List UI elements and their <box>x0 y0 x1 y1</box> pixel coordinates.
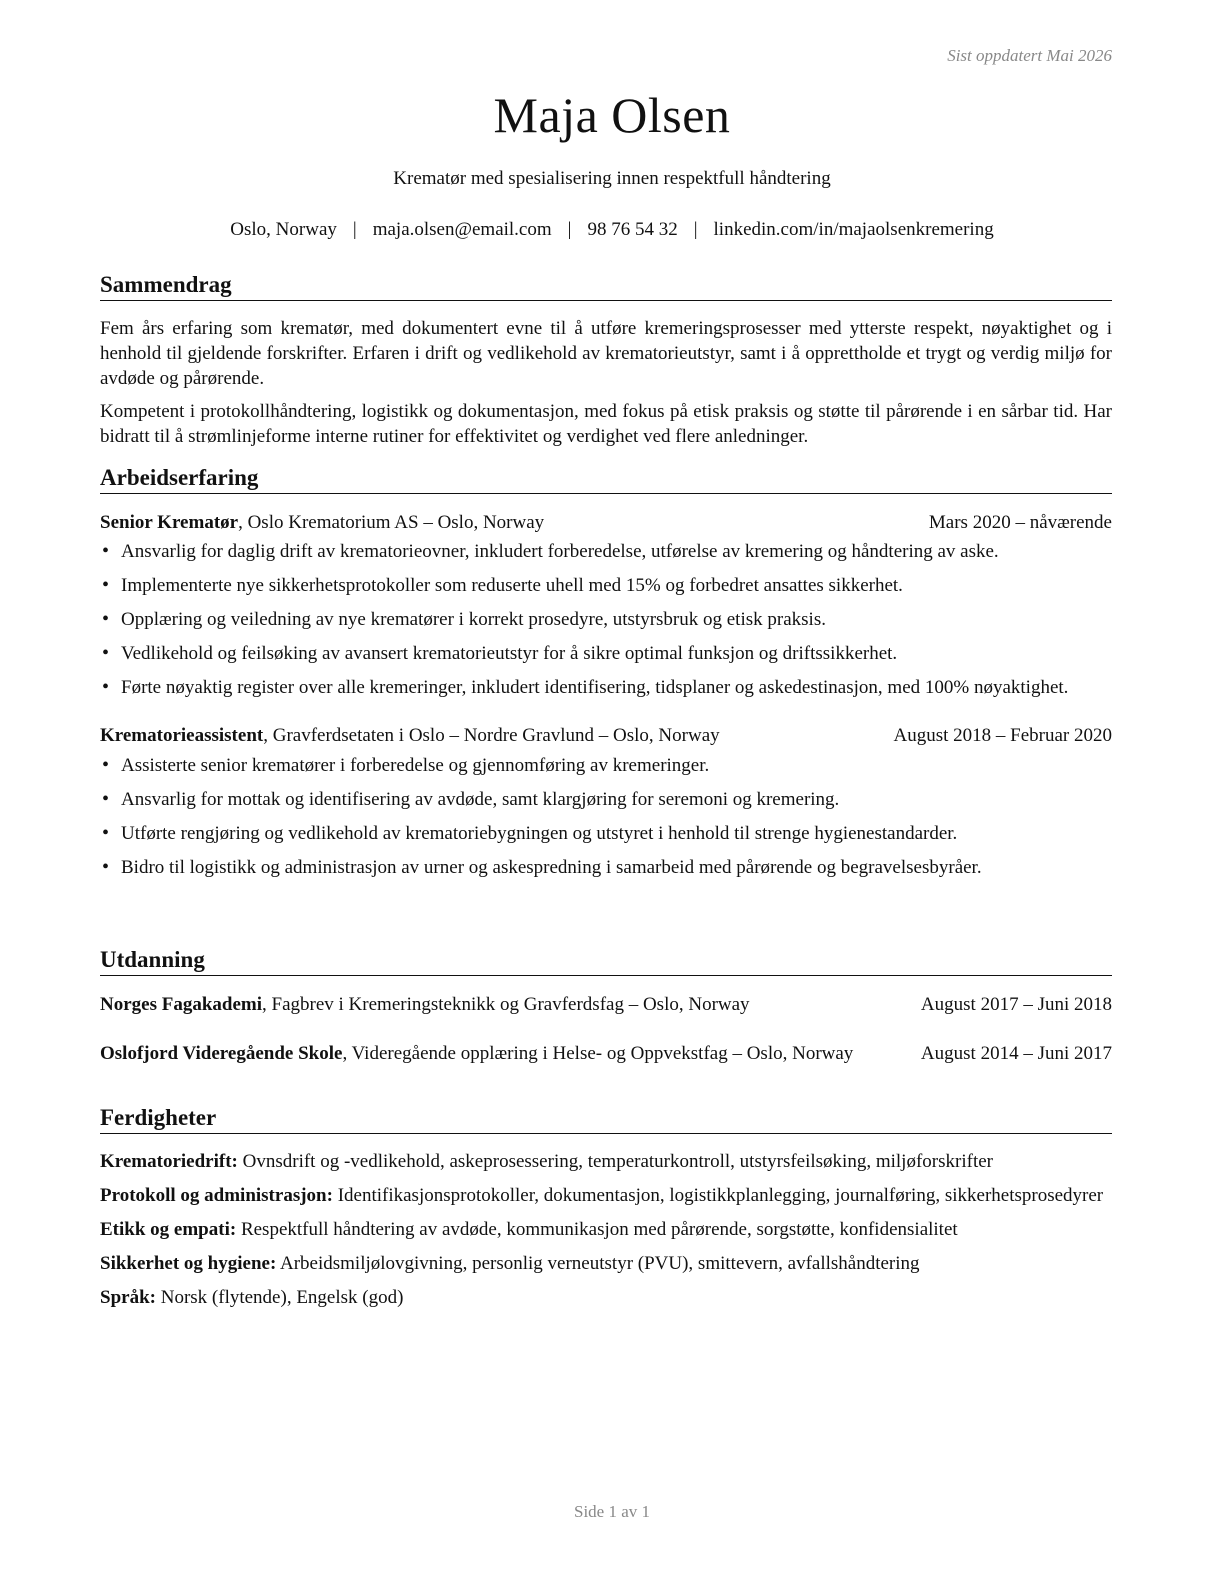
education-program: , Videregående opplæring i Helse- og Oppvekstfag – Oslo, Norway <box>342 1043 854 1064</box>
list-item: • Vedlikehold og feilsøking av avansert krematorieutstyr for å sikre optimal funksjon og driftssikkerhet. <box>100 641 1112 666</box>
contact-separator: | <box>352 219 357 240</box>
education-dates: August 2017 – Juni 2018 <box>920 994 1112 1015</box>
education-entry <box>100 992 1112 1017</box>
summary-section <box>100 271 1112 449</box>
job-employer: , Gravferdsetaten i Oslo – Nordre Gravlund – Oslo, Norway <box>263 725 720 746</box>
skill-line <box>100 1285 1112 1310</box>
contact-linkedin[interactable]: linkedin.com/in/majaolsenkremering <box>713 219 994 240</box>
skill-label: Språk: <box>100 1287 156 1308</box>
section-title-education: Utdanning <box>100 946 1112 976</box>
contact-email[interactable]: maja.olsen@email.com <box>372 219 552 240</box>
section-title-skills: Ferdigheter <box>100 1104 1112 1134</box>
job-entry <box>100 510 1112 700</box>
section-title-summary: Sammendrag <box>100 271 1112 301</box>
education-school: Norges Fagakademi <box>100 994 263 1015</box>
section-title-experience: Arbeidserfaring <box>100 464 1112 494</box>
education-dates: August 2014 – Juni 2017 <box>920 1043 1112 1064</box>
education-program: , Fagbrev i Kremeringsteknikk og Gravferdsfag – Oslo, Norway <box>262 994 750 1015</box>
job-bullets <box>100 539 1112 700</box>
list-item: • Førte nøyaktig register over alle kremeringer, inkludert identifisering, tidsplaner og askedestinasjon, med 100% nøyaktighet. <box>100 675 1112 700</box>
skill-label: Protokoll og administrasjon: <box>100 1185 333 1206</box>
skill-text: Respektfull håndtering av avdøde, kommunikasjon med pårørende, sorgstøtte, konfidensialitet <box>236 1219 958 1240</box>
contact-separator: | <box>693 219 698 240</box>
summary-paragraph: Fem års erfaring som krematør, med dokumentert evne til å utføre kremeringsprosesser med ytterste respekt, nøyaktighet og i henhold til gjeldende forskrifter. Erfaren i drift og vedlikehold av krematorieutstyr, samt i å opprettholde et trygt og verdig miljø for avdøde og pårørende. <box>100 318 1112 389</box>
job-header <box>100 723 1112 748</box>
list-item: • Opplæring og veiledning av nye krematører i korrekt prosedyre, utstyrsbruk og etisk praksis. <box>100 607 1112 632</box>
list-item: • Utførte rengjøring og vedlikehold av krematoriebygningen og utstyret i henhold til strenge hygienestandarder. <box>100 821 1112 846</box>
skill-line <box>100 1183 1112 1208</box>
skill-line <box>100 1149 1112 1174</box>
job-employer: , Oslo Krematorium AS – Oslo, Norway <box>238 512 545 533</box>
education-school: Oslofjord Videregående Skole <box>100 1043 343 1064</box>
skill-line <box>100 1251 1112 1276</box>
skills-section <box>100 1104 1112 1310</box>
job-entry <box>100 723 1112 880</box>
experience-section <box>100 464 1112 880</box>
skill-line <box>100 1217 1112 1242</box>
contact-location: Oslo, Norway <box>230 219 337 240</box>
job-role: Senior Krematør <box>100 512 239 533</box>
list-item: • Implementerte nye sikkerhetsprotokoller som reduserte uhell med 15% og forbedret ansattes sikkerhet. <box>100 573 1112 598</box>
skill-text: Identifikasjonsprotokoller, dokumentasjon, logistikkplanlegging, journalføring, sikkerhetsprosedyrer <box>332 1185 1104 1206</box>
skill-text: Norsk (flytende), Engelsk (god) <box>155 1287 404 1308</box>
tagline: Krematør med spesialisering innen respektfull håndtering <box>393 168 831 189</box>
last-updated-note: Sist oppdatert Mai 2026 <box>947 46 1112 65</box>
list-item: • Assisterte senior krematører i forberedelse og gjennomføring av kremeringer. <box>100 753 1112 778</box>
contact-phone: 98 76 54 32 <box>587 219 678 240</box>
skill-text: Arbeidsmiljølovgivning, personlig verneutstyr (PVU), smittevern, avfallshåndtering <box>276 1253 920 1274</box>
skill-label: Sikkerhet og hygiene: <box>100 1253 277 1274</box>
education-entry <box>100 1041 1112 1066</box>
list-item: • Bidro til logistikk og administrasjon av urner og askespredning i samarbeid med pårørende og begravelsesbyråer. <box>100 855 1112 880</box>
education-section <box>100 946 1112 1066</box>
summary-paragraph: Kompetent i protokollhåndtering, logistikk og dokumentasjon, med fokus på etisk praksis og støtte til pårørende i en sårbar tid. Har bidratt til å strømlinjeforme interne rutiner for effektivitet og verdighet ved flere anledninger. <box>100 401 1112 447</box>
skill-label: Etikk og empati: <box>100 1219 237 1240</box>
skill-label: Krematoriedrift: <box>100 1151 238 1172</box>
list-item: • Ansvarlig for mottak og identifisering av avdøde, samt klargjøring for seremoni og kremering. <box>100 787 1112 812</box>
page-number: Side 1 av 1 <box>573 1502 651 1521</box>
job-dates: August 2018 – Februar 2020 <box>893 725 1112 746</box>
job-header <box>100 510 1112 535</box>
skill-text: Ovnsdrift og -vedlikehold, askeprosessering, temperaturkontroll, utstyrsfeilsøking, miljøforskrifter <box>237 1151 993 1172</box>
list-item: • Ansvarlig for daglig drift av krematorieovner, inkludert forberedelse, utførelse av kremering og håndtering av aske. <box>100 539 1112 564</box>
contact-line <box>0 219 1224 241</box>
job-role: Krematorieassistent <box>100 725 264 746</box>
job-bullets <box>100 753 1112 880</box>
job-dates: Mars 2020 – nåværende <box>928 512 1112 533</box>
contact-separator: | <box>567 219 572 240</box>
candidate-name: Maja Olsen <box>493 87 731 143</box>
